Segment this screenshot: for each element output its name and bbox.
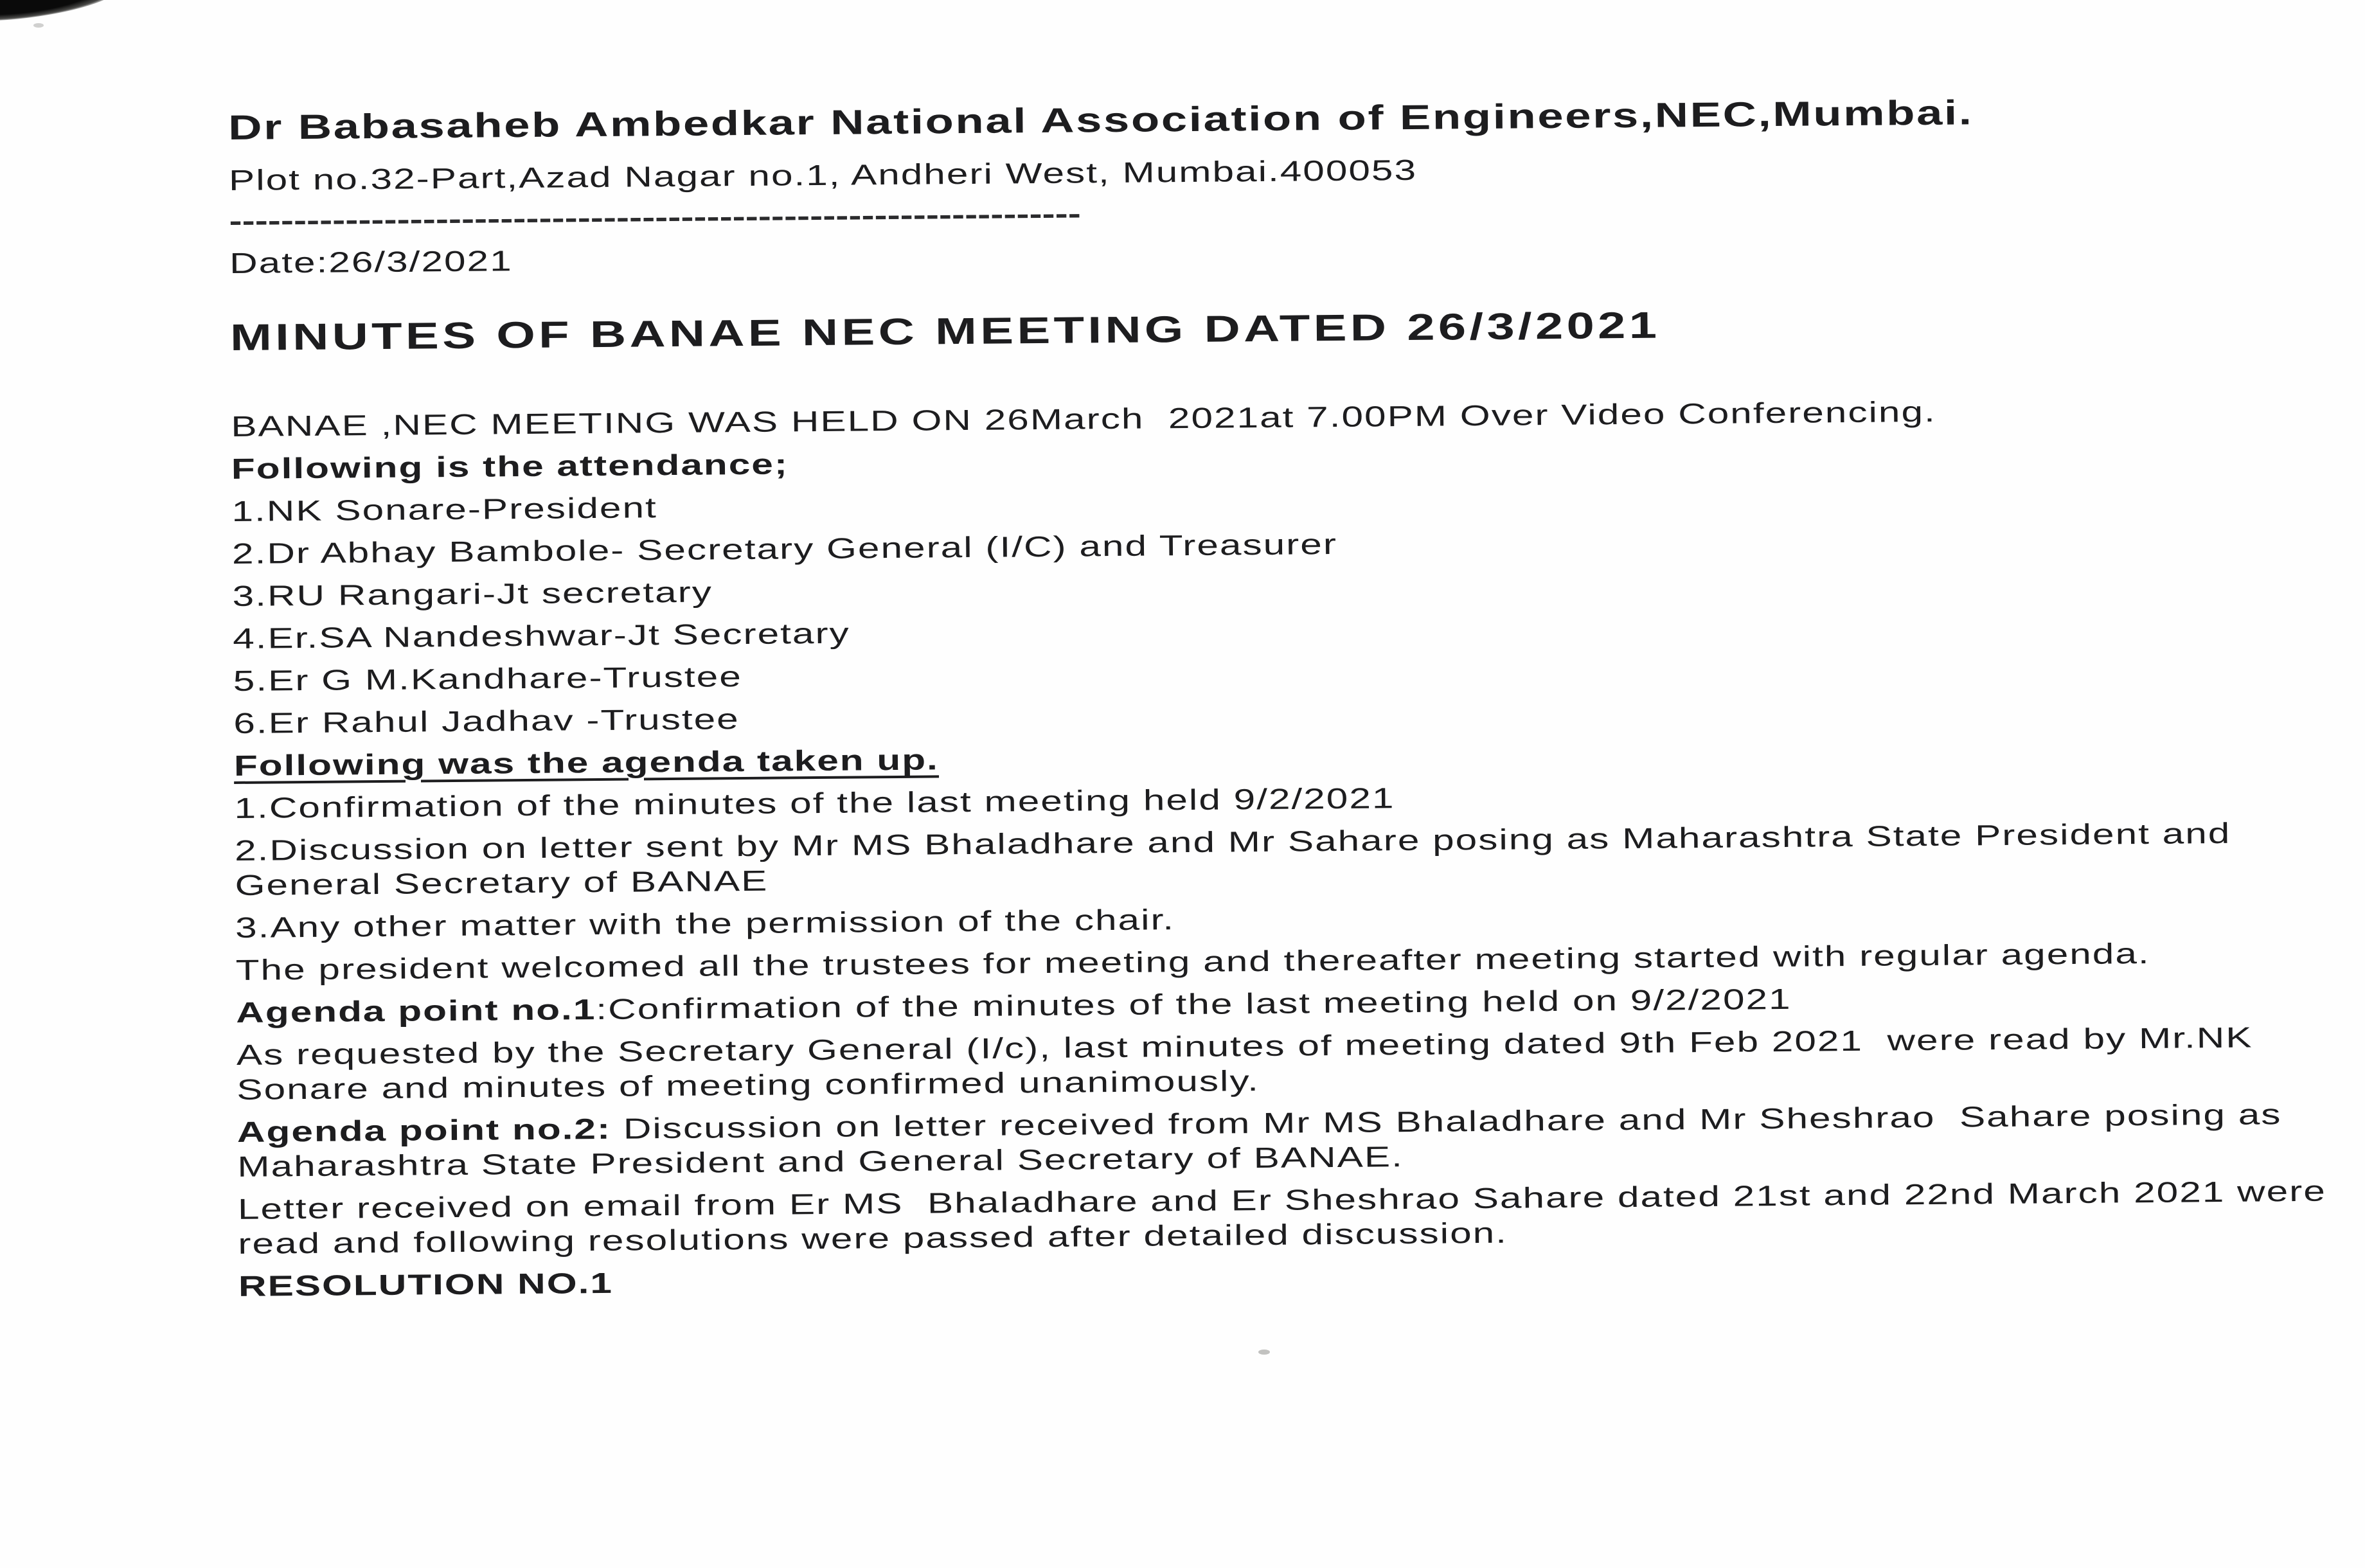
agenda-item: 3.Any other matter with the permission of the chair. bbox=[235, 903, 1175, 944]
confirmation-paragraph: As requested by the Secretary General (I/c), last minutes of meeting dated 9th Feb 2021 were read by Mr.NK Sonare and minutes of meeting confirmed unanimously. bbox=[236, 1020, 2265, 1106]
main-title: MINUTES OF BANAE NEC MEETING DATED 26/3/2021 bbox=[229, 304, 1661, 359]
agenda-heading: Following was the agenda taken up. bbox=[233, 743, 940, 782]
attendance-item: 1.NK Sonare-President bbox=[231, 491, 657, 528]
agenda-point-2 bbox=[237, 1096, 2365, 1184]
attendance-item: 5.Er G M.Kandhare-Trustee bbox=[233, 660, 742, 697]
agenda-point-2-lead: Agenda point no.2: bbox=[236, 1112, 612, 1148]
date-line: Date:26/3/2021 bbox=[229, 244, 513, 280]
attendance-item: 6.Er Rahul Jadhav -Trustee bbox=[233, 702, 740, 740]
attendance-heading: Following is the attendance; bbox=[231, 447, 789, 485]
resolution-heading: RESOLUTION NO.1 bbox=[238, 1266, 614, 1303]
agenda-point-1-text: :Confirmation of the minutes of the last meeting held on 9/2/2021 bbox=[596, 982, 1792, 1026]
attendance-item: 4.Er.SA Nandeshwar-Jt Secretary bbox=[232, 616, 850, 655]
attendance-item: 2.Dr Abhay Bambole- Secretary General (I/C) and Treasurer bbox=[231, 527, 1338, 570]
agenda-point-1-lead: Agenda point no.1 bbox=[236, 993, 596, 1029]
agenda-point-2-text: Discussion on letter received from Mr MS Bhaladhare and Mr Sheshrao Sahare posing as Maharashtra State President and General Secretary of BANAE. bbox=[237, 1098, 2294, 1183]
agenda-item: 1.Confirmation of the minutes of the last meeting held 9/2/2021 bbox=[234, 781, 1395, 824]
agenda-item: 2.Discussion on letter sent by Mr MS Bhaladhare and Mr Sahare posing as Maharashtra State President and General Secretary of BANAE bbox=[234, 816, 2244, 902]
org-title: Dr Babasaheb Ambedkar National Association of Engineers,NEC,Mumbai. bbox=[228, 93, 1974, 147]
scan-speck bbox=[1258, 1350, 1270, 1355]
scan-artifact-top-left bbox=[0, 0, 124, 30]
welcome-paragraph: The president welcomed all the trustees for meeting and thereafter meeting started with regular agenda. bbox=[235, 936, 2150, 986]
divider-dashes: ------------------------------------------------------------------ bbox=[229, 197, 1082, 237]
meeting-intro-line: BANAE ,NEC MEETING WAS HELD ON 26March 2021at 7.00PM Over Video Conferencing. bbox=[231, 395, 1936, 443]
scan-speck bbox=[33, 23, 44, 28]
letter-paragraph: Letter received on email from Er MS Bhaladhare and Er Sheshrao Sahare dated 21st and 22nd March 2021 were read and following resolutions were passed after detailed discussion. bbox=[237, 1174, 2339, 1260]
org-address: Plot no.32-Part,Azad Nagar no.1, Andheri West, Mumbai.400053 bbox=[228, 153, 1418, 197]
document-content bbox=[228, 89, 2365, 1312]
attendance-item: 3.RU Rangari-Jt secretary bbox=[232, 575, 713, 612]
